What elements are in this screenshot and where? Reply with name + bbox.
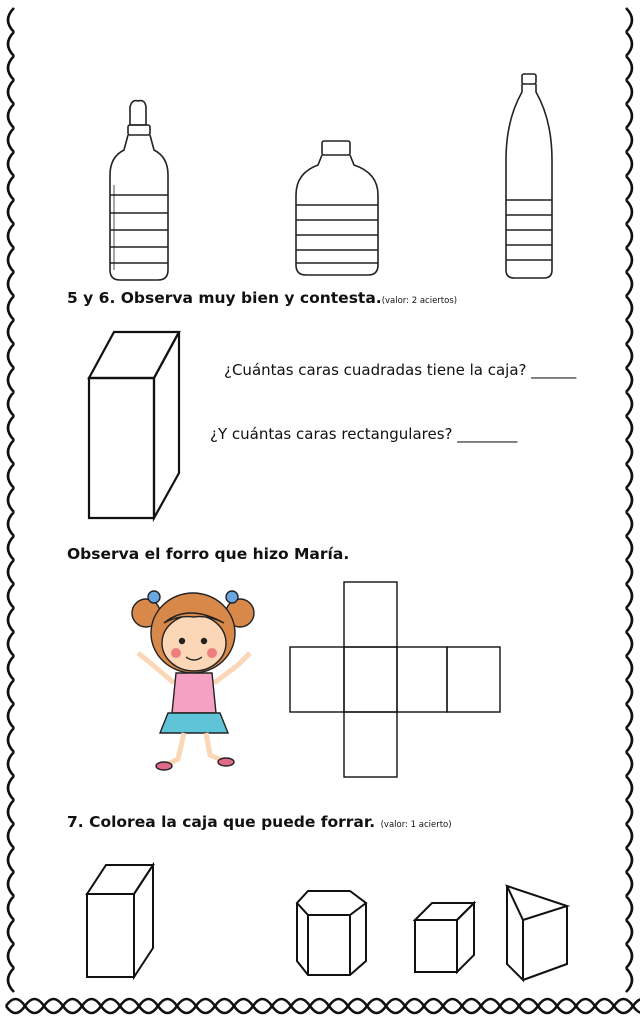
observe-maria-heading: Observa el forro que hizo María. — [67, 545, 350, 563]
tall-prism-option[interactable] — [84, 862, 156, 980]
question-7-value-note: (valor: 1 acierto) — [380, 820, 452, 830]
square-faces-answer-blank[interactable]: ______ — [531, 361, 577, 379]
triangular-prism-option[interactable] — [503, 880, 571, 984]
cube-option[interactable] — [412, 900, 476, 976]
cube-net-drawing — [288, 580, 503, 780]
hexagonal-prism-option[interactable] — [294, 885, 370, 979]
question-7-heading — [67, 813, 452, 831]
tall-bottle-icon — [498, 70, 560, 282]
question-7-title: 7. Colorea la caja que puede forrar. — [67, 813, 376, 831]
question-5-6-title: 5 y 6. Observa muy bien y contesta. — [67, 289, 382, 307]
rectangular-faces-question — [210, 425, 517, 443]
wide-jug-bottle-icon — [288, 135, 386, 280]
girl-character-icon — [128, 583, 260, 773]
square-faces-question — [224, 361, 576, 379]
question-5-6-value-note: (valor: 2 aciertos) — [381, 296, 458, 306]
rectangular-faces-question-text: ¿Y cuántas caras rectangulares? — [210, 425, 453, 443]
question-5-6-heading — [67, 289, 457, 307]
tall-box-drawing — [84, 328, 184, 523]
rectangular-faces-answer-blank[interactable]: ________ — [457, 425, 518, 443]
large-jug-bottle-icon — [100, 95, 175, 285]
square-faces-question-text: ¿Cuántas caras cuadradas tiene la caja? — [224, 361, 527, 379]
